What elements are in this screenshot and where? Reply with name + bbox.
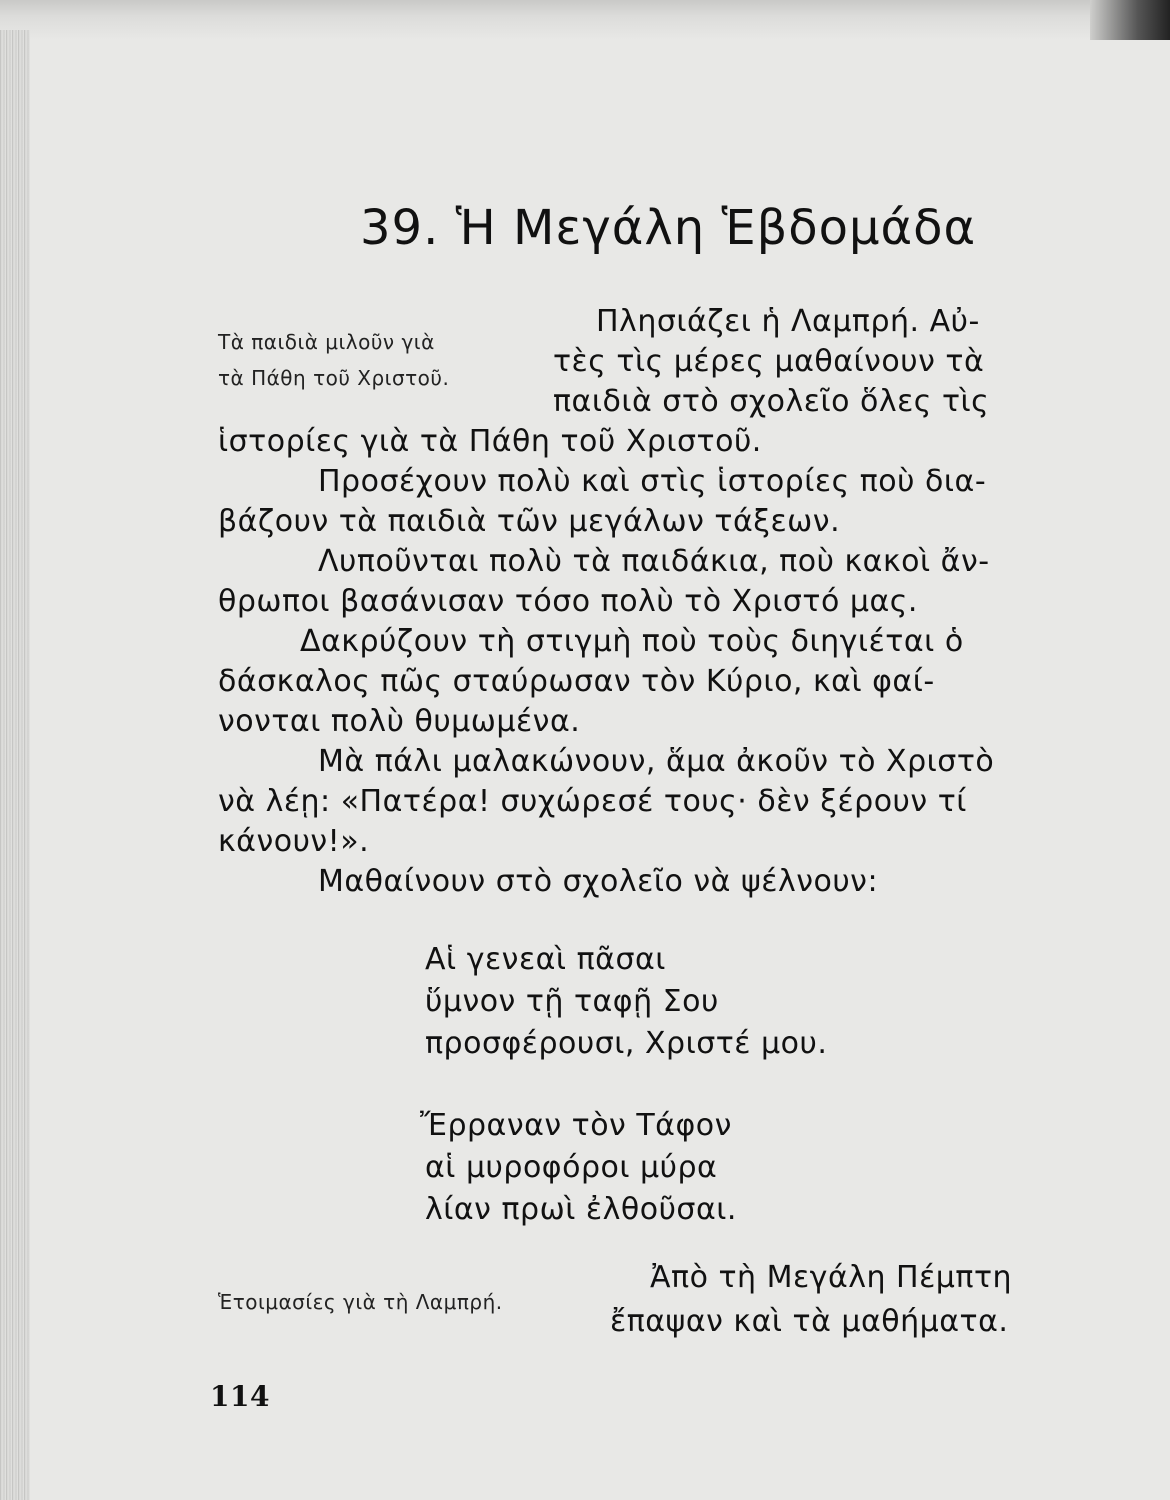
page-number: 114: [210, 1380, 270, 1413]
paragraph-line: ἱστορίες γιὰ τὰ Πάθη τοῦ Χριστοῦ.: [218, 424, 762, 459]
paragraph-line: βάζουν τὰ παιδιὰ τῶν μεγάλων τάξεων.: [218, 504, 841, 539]
paragraph-line: δάσκαλος πῶς σταύρωσαν τὸν Κύριο, καὶ φαί-: [218, 664, 935, 699]
paragraph-line: Μαθαίνουν στὸ σχολεῖο νὰ ψέλνουν:: [318, 864, 879, 899]
margin-note-line: τὰ Πάθη τοῦ Χριστοῦ.: [218, 366, 450, 390]
paragraph-line: νονται πολὺ θυμωμένα.: [218, 704, 581, 739]
paragraph-line: θρωποι βασάνισαν τόσο πολὺ τὸ Χριστό μας.: [218, 584, 918, 619]
top-shadow: [0, 0, 1170, 40]
verse-line: λίαν πρωὶ ἐλθοῦσαι.: [425, 1192, 737, 1227]
paragraph-line: παιδιὰ στὸ σχολεῖο ὅλες τὶς: [553, 384, 990, 419]
margin-note-line: Ἑτοιμασίες γιὰ τὴ Λαμπρή.: [218, 1290, 503, 1314]
chapter-title: 39. Ἡ Μεγάλη Ἑβδομάδα: [360, 200, 977, 256]
paragraph-line: Δακρύζουν τὴ στιγμὴ ποὺ τοὺς διηγιέται ὁ: [300, 624, 964, 659]
page-edges: [0, 30, 30, 1500]
paragraph-line: τὲς τὶς μέρες μαθαίνουν τὰ: [553, 344, 985, 379]
paragraph-line: Προσέχουν πολὺ καὶ στὶς ἱστορίες ποὺ δια-: [318, 464, 987, 499]
paragraph-line: Πλησιάζει ἡ Λαμπρή. Αὐ-: [596, 304, 980, 339]
verse-line: αἱ μυροφόροι μύρα: [425, 1150, 718, 1185]
verse-line: ὕμνον τῇ ταφῇ Σου: [425, 984, 719, 1019]
margin-note-line: Τὰ παιδιὰ μιλοῦν γιὰ: [218, 330, 435, 354]
verse-line: Αἱ γενεαὶ πᾶσαι: [425, 942, 666, 977]
paragraph-line: Μὰ πάλι μαλακώνουν, ἅμα ἀκοῦν τὸ Χριστὸ: [318, 744, 995, 779]
closing-line: ἔπαψαν καὶ τὰ μαθήματα.: [610, 1304, 1009, 1339]
verse-line: Ἔρραναν τὸν Τάφον: [420, 1108, 732, 1143]
paragraph-line: Λυποῦνται πολὺ τὰ παιδάκια, ποὺ κακοὶ ἄν-: [318, 544, 990, 579]
top-corner-shadow: [1090, 0, 1170, 40]
verse-line: προσφέρουσι, Χριστέ μου.: [425, 1026, 828, 1061]
closing-line: Ἀπὸ τὴ Μεγάλη Πέμπτη: [650, 1260, 1013, 1295]
paragraph-line: κάνουν!».: [218, 824, 370, 859]
paragraph-line: νὰ λέῃ: «Πατέρα! συχώρεσέ τους· δὲν ξέρουν τί: [218, 784, 967, 819]
